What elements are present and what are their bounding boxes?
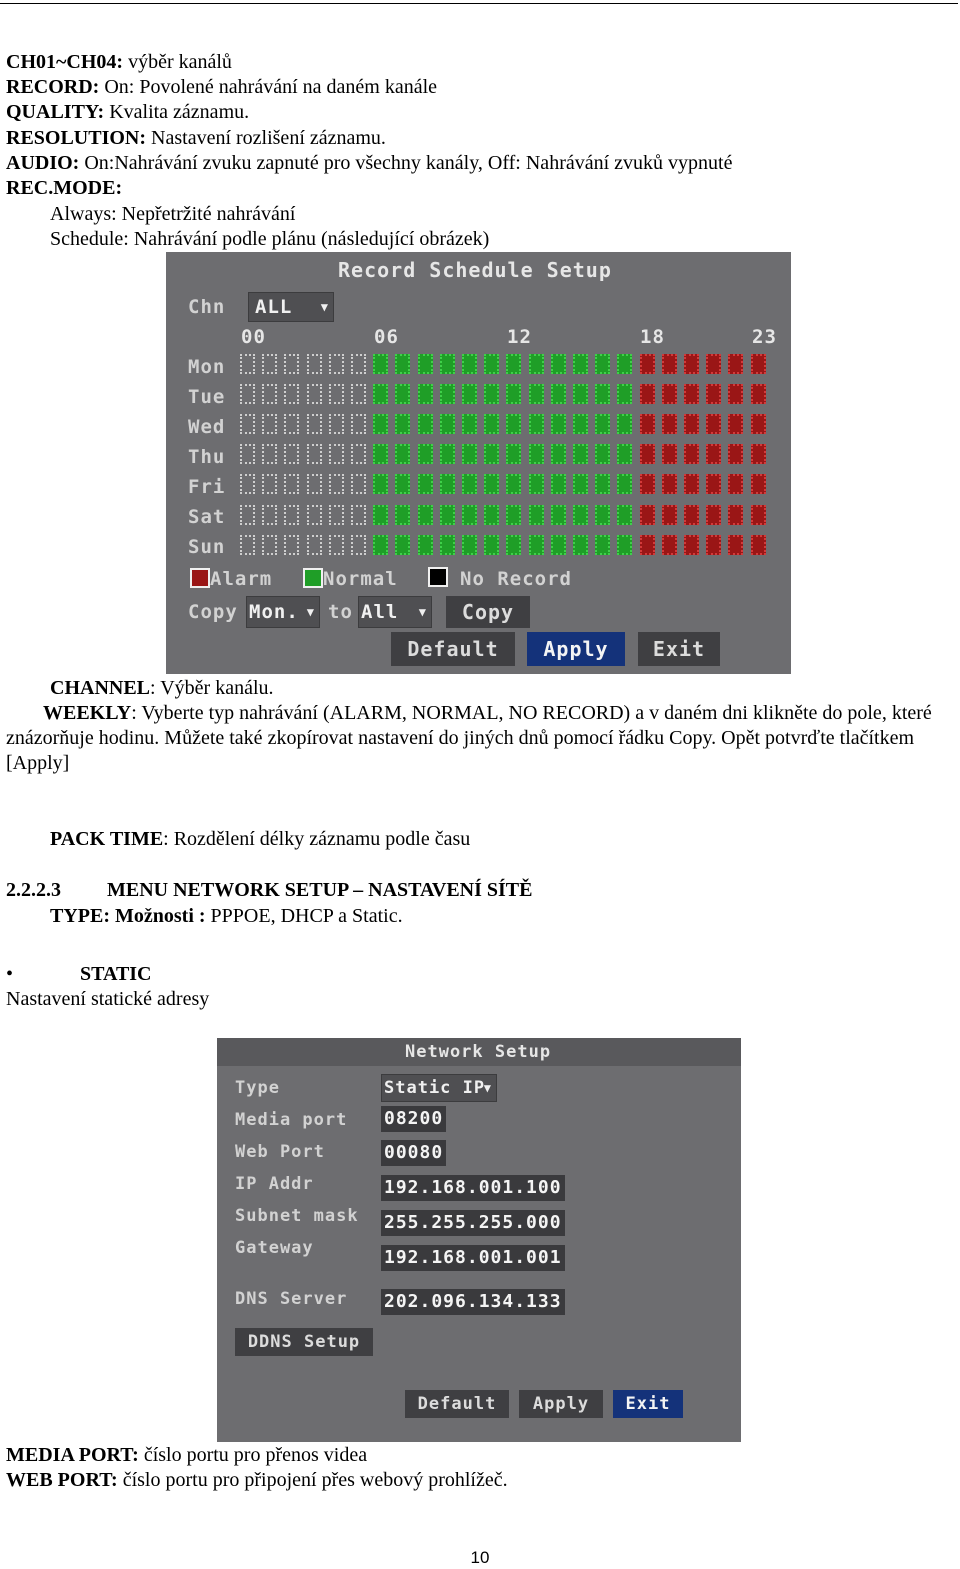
web-port-desc: WEB PORT: číslo portu pro připojení přes webový prohlížeč. (6, 1469, 508, 1491)
hour-label: 00 (241, 326, 266, 348)
network-default-button[interactable]: Default (405, 1390, 509, 1418)
schedule-cell[interactable] (284, 384, 299, 404)
def-resolution: RESOLUTION: Nastavení rozlišení záznamu. (6, 127, 386, 149)
schedule-cell[interactable] (284, 444, 299, 464)
schedule-cell[interactable] (706, 384, 721, 404)
schedule-cell[interactable] (351, 474, 366, 494)
def-ch: CH01~CH04: výběr kanálů (6, 51, 232, 73)
channel-desc: CHANNEL: Výběr kanálu. (50, 677, 274, 699)
to-label: to (328, 601, 353, 623)
schedule-cell[interactable] (684, 505, 699, 525)
apply-button[interactable]: Apply (527, 632, 625, 666)
section-title: MENU NETWORK SETUP – NASTAVENÍ SÍTĚ (107, 879, 533, 901)
schedule-cell[interactable] (684, 444, 699, 464)
schedule-cell[interactable] (551, 505, 566, 525)
schedule-cell[interactable] (751, 505, 766, 525)
schedule-cell[interactable] (462, 384, 477, 404)
schedule-cell[interactable] (307, 474, 322, 494)
hour-label: 18 (640, 326, 665, 348)
gateway-label: Gateway (235, 1238, 314, 1258)
record-schedule-screen (166, 252, 791, 674)
schedule-cell[interactable] (595, 354, 610, 374)
schedule-cell[interactable] (329, 384, 344, 404)
schedule-cell[interactable] (262, 354, 277, 374)
subnet-mask-label: Subnet mask (235, 1206, 359, 1226)
type-line: TYPE: Možnosti : PPPOE, DHCP a Static. (50, 905, 403, 927)
chevron-down-icon: ▼ (483, 1081, 492, 1095)
schedule-cell[interactable] (440, 444, 455, 464)
legend-alarm: Alarm (210, 568, 273, 590)
day-label-wed: Wed (188, 416, 226, 438)
schedule-cell[interactable] (395, 414, 410, 434)
pack-time-desc: PACK TIME: Rozdělení délky záznamu podle času (50, 828, 471, 850)
schedule-cell[interactable] (418, 474, 433, 494)
dns-server-label: DNS Server (235, 1289, 348, 1309)
schedule-cell[interactable] (262, 535, 277, 555)
chn-label: Chn (188, 296, 226, 318)
schedule-cell[interactable] (506, 535, 521, 555)
schedule-cell[interactable] (418, 505, 433, 525)
schedule-cell[interactable] (595, 414, 610, 434)
schedule-cell[interactable] (329, 414, 344, 434)
schedule-cell[interactable] (351, 384, 366, 404)
schedule-cell[interactable] (307, 505, 322, 525)
schedule-cell[interactable] (373, 444, 388, 464)
schedule-cell[interactable] (751, 414, 766, 434)
schedule-cell[interactable] (706, 535, 721, 555)
schedule-cell[interactable] (728, 535, 743, 555)
page-number: 10 (470, 1548, 490, 1567)
ip-addr-label: IP Addr (235, 1174, 314, 1194)
schedule-cell[interactable] (684, 474, 699, 494)
schedule-cell[interactable] (440, 354, 455, 374)
chevron-down-icon: ▼ (306, 605, 315, 619)
schedule-cell[interactable] (373, 414, 388, 434)
alarm-checkbox-icon[interactable] (190, 568, 210, 588)
schedule-cell[interactable] (573, 474, 588, 494)
schedule-cell[interactable] (595, 474, 610, 494)
schedule-cell[interactable] (573, 414, 588, 434)
schedule-cell[interactable] (595, 505, 610, 525)
schedule-cell[interactable] (284, 414, 299, 434)
schedule-cell[interactable] (728, 444, 743, 464)
schedule-cell[interactable] (240, 444, 255, 464)
dns-server-input[interactable]: 202.096.134.133 (381, 1289, 565, 1315)
schedule-cell[interactable] (684, 354, 699, 374)
schedule-cell[interactable] (373, 384, 388, 404)
schedule-cell[interactable] (662, 444, 677, 464)
section-number: 2.2.2.3 (6, 879, 61, 901)
copy-to-dropdown[interactable] (358, 596, 432, 628)
schedule-cell[interactable] (462, 505, 477, 525)
schedule-cell[interactable] (484, 535, 499, 555)
schedule-cell[interactable] (728, 505, 743, 525)
schedule-cell[interactable] (506, 354, 521, 374)
schedule-cell[interactable] (307, 535, 322, 555)
schedule-cell[interactable] (573, 354, 588, 374)
schedule-cell[interactable] (529, 414, 544, 434)
media-port-label: Media port (235, 1110, 348, 1130)
schedule-cell[interactable] (684, 384, 699, 404)
schedule-cell[interactable] (462, 535, 477, 555)
schedule-cell[interactable] (484, 505, 499, 525)
schedule-cell[interactable] (529, 354, 544, 374)
schedule-cell[interactable] (706, 474, 721, 494)
type-dropdown[interactable] (381, 1074, 497, 1102)
copy-button[interactable]: Copy (446, 596, 530, 628)
schedule-cell[interactable] (351, 535, 366, 555)
schedule-cell[interactable] (728, 474, 743, 494)
subnet-mask-input[interactable]: 255.255.255.000 (381, 1210, 565, 1236)
schedule-cell[interactable] (506, 384, 521, 404)
network-setup-title: Network Setup (405, 1042, 552, 1062)
def-schedule: Schedule: Nahrávání podle plánu (následující obrázek) (50, 228, 490, 250)
schedule-cell[interactable] (262, 505, 277, 525)
schedule-cell[interactable] (440, 535, 455, 555)
schedule-cell[interactable] (373, 474, 388, 494)
schedule-cell[interactable] (640, 414, 655, 434)
schedule-cell[interactable] (440, 384, 455, 404)
schedule-cell[interactable] (751, 354, 766, 374)
schedule-cell[interactable] (573, 444, 588, 464)
schedule-cell[interactable] (351, 354, 366, 374)
schedule-cell[interactable] (529, 474, 544, 494)
schedule-cell[interactable] (373, 535, 388, 555)
day-label-sat: Sat (188, 506, 226, 528)
schedule-cell[interactable] (329, 354, 344, 374)
hour-label: 12 (507, 326, 532, 348)
schedule-cell[interactable] (284, 474, 299, 494)
schedule-cell[interactable] (728, 384, 743, 404)
schedule-cell[interactable] (240, 535, 255, 555)
day-label-fri: Fri (188, 476, 226, 498)
schedule-cell[interactable] (617, 474, 632, 494)
schedule-cell[interactable] (462, 414, 477, 434)
static-desc: Nastavení statické adresy (6, 988, 210, 1010)
schedule-cell[interactable] (484, 414, 499, 434)
schedule-cell[interactable] (284, 354, 299, 374)
media-port-input[interactable]: 08200 (381, 1106, 446, 1132)
schedule-cell[interactable] (617, 414, 632, 434)
schedule-cell[interactable] (640, 444, 655, 464)
schedule-cell[interactable] (262, 384, 277, 404)
day-label-thu: Thu (188, 446, 226, 468)
schedule-cell[interactable] (573, 384, 588, 404)
schedule-cell[interactable] (351, 505, 366, 525)
schedule-cell[interactable] (307, 384, 322, 404)
def-quality: QUALITY: Kvalita záznamu. (6, 101, 250, 123)
type-value: Static IP (384, 1078, 486, 1098)
schedule-cell[interactable] (751, 444, 766, 464)
schedule-cell[interactable] (617, 384, 632, 404)
schedule-cell[interactable] (640, 505, 655, 525)
hour-label: 23 (752, 326, 777, 348)
day-label-tue: Tue (188, 386, 226, 408)
schedule-cell[interactable] (706, 444, 721, 464)
schedule-cell[interactable] (484, 384, 499, 404)
schedule-cell[interactable] (462, 444, 477, 464)
gateway-input[interactable]: 192.168.001.001 (381, 1245, 565, 1271)
schedule-cell[interactable] (240, 505, 255, 525)
schedule-cell[interactable] (351, 414, 366, 434)
def-always: Always: Nepřetržité nahrávání (50, 203, 296, 225)
schedule-cell[interactable] (662, 474, 677, 494)
schedule-cell[interactable] (240, 384, 255, 404)
media-port-desc: MEDIA PORT: číslo portu pro přenos videa (6, 1444, 368, 1466)
no-record-square-icon[interactable] (428, 567, 448, 587)
schedule-cell[interactable] (551, 384, 566, 404)
chevron-down-icon: ▼ (418, 605, 427, 619)
schedule-cell[interactable] (373, 354, 388, 374)
schedule-cell[interactable] (551, 354, 566, 374)
schedule-cell[interactable] (529, 384, 544, 404)
schedule-cell[interactable] (284, 505, 299, 525)
schedule-cell[interactable] (662, 535, 677, 555)
static-title: STATIC (80, 963, 152, 985)
schedule-cell[interactable] (373, 505, 388, 525)
def-record: RECORD: On: Povolené nahrávání na daném kanále (6, 76, 437, 98)
schedule-cell[interactable] (240, 354, 255, 374)
schedule-cell[interactable] (728, 414, 743, 434)
day-label-sun: Sun (188, 536, 226, 558)
schedule-cell[interactable] (640, 474, 655, 494)
schedule-cell[interactable] (329, 474, 344, 494)
ddns-setup-button[interactable]: DDNS Setup (235, 1328, 373, 1356)
schedule-cell[interactable] (617, 505, 632, 525)
legend-no-record: No Record (460, 568, 572, 590)
exit-button[interactable]: Exit (638, 632, 720, 666)
schedule-cell[interactable] (418, 444, 433, 464)
schedule-cell[interactable] (484, 474, 499, 494)
schedule-cell[interactable] (484, 444, 499, 464)
schedule-cell[interactable] (551, 535, 566, 555)
schedule-cell[interactable] (240, 414, 255, 434)
schedule-cell[interactable] (551, 474, 566, 494)
schedule-cell[interactable] (506, 414, 521, 434)
schedule-cell[interactable] (595, 384, 610, 404)
schedule-cell[interactable] (640, 535, 655, 555)
schedule-cell[interactable] (551, 444, 566, 464)
schedule-cell[interactable] (640, 354, 655, 374)
schedule-cell[interactable] (462, 474, 477, 494)
network-exit-button[interactable]: Exit (613, 1390, 683, 1418)
schedule-cell[interactable] (706, 414, 721, 434)
network-apply-button[interactable]: Apply (519, 1390, 603, 1418)
schedule-cell[interactable] (395, 505, 410, 525)
schedule-cell[interactable] (440, 505, 455, 525)
schedule-cell[interactable] (551, 414, 566, 434)
chevron-down-icon: ▼ (320, 300, 329, 314)
schedule-cell[interactable] (329, 505, 344, 525)
record-schedule-title: Record Schedule Setup (338, 258, 612, 282)
schedule-cell[interactable] (240, 474, 255, 494)
ip-addr-input[interactable]: 192.168.001.100 (381, 1175, 565, 1201)
schedule-cell[interactable] (640, 384, 655, 404)
schedule-cell[interactable] (307, 444, 322, 464)
normal-square-icon[interactable] (303, 568, 323, 588)
schedule-cell[interactable] (329, 535, 344, 555)
schedule-cell[interactable] (395, 384, 410, 404)
bullet-icon: • (6, 963, 14, 985)
schedule-cell[interactable] (440, 474, 455, 494)
type-label: Type (235, 1078, 280, 1098)
schedule-cell[interactable] (529, 505, 544, 525)
schedule-cell[interactable] (529, 444, 544, 464)
schedule-cell[interactable] (462, 354, 477, 374)
schedule-cell[interactable] (418, 354, 433, 374)
schedule-cell[interactable] (329, 444, 344, 464)
top-rule (0, 3, 958, 4)
schedule-cell[interactable] (418, 414, 433, 434)
schedule-cell[interactable] (395, 354, 410, 374)
network-setup-screen (217, 1038, 741, 1442)
schedule-cell[interactable] (440, 414, 455, 434)
schedule-cell[interactable] (262, 444, 277, 464)
schedule-cell[interactable] (395, 444, 410, 464)
schedule-cell[interactable] (529, 535, 544, 555)
web-port-label: Web Port (235, 1142, 325, 1162)
schedule-cell[interactable] (284, 535, 299, 555)
schedule-cell[interactable] (506, 505, 521, 525)
schedule-cell[interactable] (617, 535, 632, 555)
schedule-cell[interactable] (506, 444, 521, 464)
schedule-cell[interactable] (751, 535, 766, 555)
schedule-cell[interactable] (395, 535, 410, 555)
legend-normal: Normal (323, 568, 398, 590)
schedule-cell[interactable] (573, 535, 588, 555)
day-label-mon: Mon (188, 356, 226, 378)
def-audio: AUDIO: On:Nahrávání zvuku zapnuté pro všechny kanály, Off: Nahrávání zvuků vypnuté (6, 152, 733, 174)
schedule-cell[interactable] (751, 384, 766, 404)
schedule-cell[interactable] (617, 444, 632, 464)
schedule-cell[interactable] (395, 474, 410, 494)
default-button[interactable]: Default (391, 632, 515, 666)
schedule-cell[interactable] (506, 474, 521, 494)
schedule-cell[interactable] (595, 444, 610, 464)
chn-value: ALL (255, 296, 293, 318)
copy-from-dropdown[interactable] (246, 596, 320, 628)
schedule-cell[interactable] (706, 354, 721, 374)
schedule-cell[interactable] (595, 535, 610, 555)
schedule-cell[interactable] (307, 354, 322, 374)
schedule-cell[interactable] (706, 505, 721, 525)
schedule-cell[interactable] (751, 474, 766, 494)
web-port-input[interactable]: 00080 (381, 1140, 446, 1166)
schedule-cell[interactable] (262, 414, 277, 434)
schedule-cell[interactable] (662, 505, 677, 525)
schedule-cell[interactable] (728, 354, 743, 374)
schedule-cell[interactable] (662, 384, 677, 404)
schedule-cell[interactable] (617, 354, 632, 374)
def-recmode: REC.MODE: (6, 177, 123, 199)
schedule-cell[interactable] (662, 414, 677, 434)
schedule-cell[interactable] (418, 384, 433, 404)
schedule-cell[interactable] (262, 474, 277, 494)
copy-to-value: All (361, 601, 399, 623)
schedule-cell[interactable] (307, 414, 322, 434)
schedule-cell[interactable] (684, 414, 699, 434)
schedule-cell[interactable] (351, 444, 366, 464)
chn-dropdown[interactable] (248, 292, 334, 322)
copy-row-label: Copy (188, 601, 238, 623)
schedule-cell[interactable] (573, 505, 588, 525)
hour-label: 06 (374, 326, 399, 348)
weekly-desc: WEEKLY: Vyberte typ nahrávání (ALARM, NORMAL, NO RECORD) a v daném dni klikněte do pole, které znázorňuje hodinu. Můžete také zkopírovat nastavení do jiných dnů pomocí řádku Copy. Opět potvrďte tlačítkem [Apply] (6, 702, 932, 774)
copy-from-value: Mon. (249, 601, 299, 623)
schedule-cell[interactable] (662, 354, 677, 374)
schedule-cell[interactable] (418, 535, 433, 555)
schedule-cell[interactable] (484, 354, 499, 374)
schedule-cell[interactable] (684, 535, 699, 555)
